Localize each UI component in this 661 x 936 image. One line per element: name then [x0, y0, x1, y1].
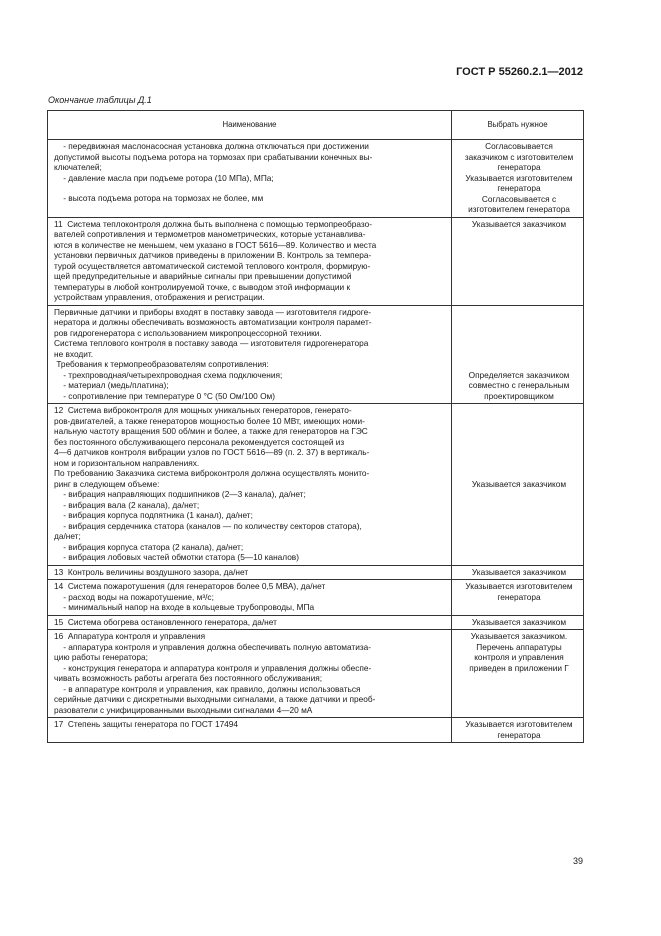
name-line: щей предупредительные и аварийные сигналы при превышении допустимой [54, 271, 352, 281]
name-line: разователи с унифицированными выходными сигналами 4—20 мА [54, 704, 313, 715]
name-cell [48, 718, 452, 743]
name-line: - конструкция генератора и аппаратура контроля и управления должны обеспе- [54, 662, 372, 673]
choice-line: Указывается заказчиком [471, 566, 567, 577]
name-line: Система теплового контроля в поставку завода — изготовителя гидрогенератора [54, 338, 369, 348]
name-line: ются в количестве не меньшем, чем указано в ГОСТ 5616—89. Количество и места [54, 239, 377, 250]
name-cell [48, 217, 452, 305]
table-row [48, 718, 584, 743]
choice-cell [452, 404, 584, 566]
name-line: серийные датчики с дискретными выходными сигналами, а также датчики и преоб- [54, 694, 376, 704]
choice-line: Указывается заказчиком [471, 478, 567, 489]
name-line: - вибрация лобовых частей обмотки статора (5—10 каналов) [54, 552, 299, 562]
name-line: 12 Система виброконтроля для мощных уникальных генераторов, генерато- [54, 405, 352, 415]
name-line: - сопротивление при температуре 0 °С (50 Ом/100 Ом) [54, 390, 276, 401]
name-line: 13 Контроль величины воздушного зазора, да/нет [54, 566, 249, 577]
choice-line: контроля и управления [474, 652, 564, 662]
choice-line: приведен в приложении Г [469, 662, 569, 673]
table-row [48, 630, 584, 718]
name-line: - аппаратура контроля и управления должна обеспечивать полную автоматиза- [54, 641, 372, 652]
name-cell [48, 140, 452, 218]
name-cell [48, 615, 452, 630]
column-header-choice: Выбрать нужное [452, 111, 584, 140]
name-line: - вибрация корпуса подпятника (1 канал), да/нет; [54, 510, 253, 520]
choice-line: Указывается изготовителем [465, 581, 573, 591]
choice-cell [452, 718, 584, 743]
requirements-table [47, 110, 584, 743]
choice-cell [452, 140, 584, 218]
name-line: Требования к термопреобразователям сопротивления: [54, 359, 269, 369]
table-row [48, 615, 584, 630]
column-header-name: Наименование [48, 111, 452, 140]
name-cell [48, 580, 452, 616]
standard-designation: ГОСТ Р 55260.2.1—2012 [456, 66, 583, 78]
choice-line: Перечень аппаратуры [476, 641, 562, 652]
name-line: - вибрация сердечника статора (каналов — по количеству секторов статора), [54, 520, 362, 531]
name-line: - материал (медь/платина); [54, 380, 169, 390]
choice-line: Указывается заказчиком [471, 218, 567, 229]
table-row [48, 305, 584, 404]
table-header-row [48, 111, 584, 140]
choice-line: генератора [497, 591, 541, 602]
page-number: 39 [572, 856, 583, 866]
name-line: без постоянного обслуживающего персонала рекомендуется состоящей из [54, 436, 345, 447]
choice-line: генератора [497, 183, 541, 193]
name-line: 11 Система теплоконтроля должна быть выполнена с помощью термопреобразо- [54, 218, 372, 229]
name-line: 15 Система обогрева остановленного генератора, да/нет [54, 616, 277, 627]
choice-line: Согласовывается [485, 141, 553, 151]
choice-line: Указывается заказчиком [471, 616, 567, 627]
name-line: 4—6 датчиков контроля вибрации узлов по ГОСТ 5616—89 (п. 2. 37) в вертикаль- [54, 447, 370, 457]
name-line: - давление масла при подъеме ротора (10 МПа), МПа; [54, 172, 274, 183]
name-line: ринг в следующем объеме: [54, 478, 160, 489]
table-row [48, 217, 584, 305]
name-line: 16 Аппаратура контроля и управления [54, 631, 206, 641]
name-line: - вибрация направляющих подшипников (2—3 канала), да/нет; [54, 489, 306, 499]
table-row [48, 565, 584, 580]
name-cell [48, 404, 452, 566]
name-line [54, 183, 448, 193]
choice-line: Согласовывается с [481, 193, 557, 204]
choice-line: заказчиком с изготовителем [464, 151, 574, 162]
name-line: - вибрация корпуса статора (2 канала), да/нет; [54, 541, 244, 552]
name-line: 17 Степень защиты генератора по ГОСТ 17494 [54, 719, 239, 729]
choice-line: Определяется заказчиком [468, 369, 570, 380]
name-line: - трехпроводная/четырехпроводная схема подключения; [54, 369, 283, 380]
name-line: чивать возможность работы агрегата без постоянного обслуживания; [54, 673, 323, 683]
name-line: установки первичных датчиков приведены в приложении В. Контроль за темпера- [54, 250, 372, 260]
name-cell [48, 630, 452, 718]
choice-line: генератора [497, 162, 541, 172]
choice-cell [452, 305, 584, 404]
choice-cell [452, 615, 584, 630]
name-cell [48, 305, 452, 404]
name-line: - вибрация вала (2 канала), да/нет; [54, 499, 200, 510]
choice-line: Указывается заказчиком. [470, 631, 568, 641]
name-line: ном и горизонтальном направлениях. [54, 457, 200, 468]
name-line: цию работы генератора; [54, 652, 148, 662]
name-line: нератора и должны обеспечивать возможность автоматизации контроля парамет- [54, 317, 372, 327]
name-line: не входит. [54, 348, 94, 359]
name-line: турой осуществляется автоматической системой теплового контроля, формирую- [54, 260, 371, 271]
name-line: 14 Система пожаротушения (для генераторов более 0,5 МВА), да/нет [54, 581, 326, 591]
choice-cell [452, 565, 584, 580]
name-line: По требованию Заказчика система виброконтроля должна осуществлять монито- [54, 468, 370, 478]
name-line: Первичные датчики и приборы входят в поставку завода — изготовителя гидроге- [54, 306, 372, 317]
name-line: допустимой высоты подъема ротора на тормозах при срабатывании конечных вы- [54, 151, 373, 162]
name-line: - высота подъема ротора на тормозах не более, мм [54, 193, 264, 203]
choice-line: Указывается изготовителем [465, 719, 573, 729]
name-line: температуры в любой контролируемой точке, с выводом этой информации к [54, 281, 351, 292]
name-line: вателей сопротивления и термометров манометрических, которые устанавлива- [54, 229, 366, 239]
name-line: устройствам управления, отображения и регистрации. [54, 292, 265, 302]
choice-cell [452, 217, 584, 305]
choice-line: совместно с генеральным [468, 380, 570, 390]
table-row [48, 580, 584, 616]
name-line: - передвижная маслонасосная установка должна отключаться при достижении [54, 141, 369, 151]
name-line: да/нет; [54, 531, 81, 541]
table-row [48, 404, 584, 566]
name-line: - в аппаратуре контроля и управления, как правило, должны использоваться [54, 683, 361, 694]
choice-line: генератора [497, 729, 541, 740]
name-line: ров гидрогенератора с использованием микропроцессорной техники. [54, 327, 322, 338]
choice-line: Указывается изготовителем [465, 172, 573, 183]
choice-line: проектировщиком [484, 390, 554, 401]
table-caption: Окончание таблицы Д.1 [48, 95, 152, 105]
choice-cell [452, 630, 584, 718]
name-line: ключателей; [54, 162, 102, 172]
name-cell [48, 565, 452, 580]
choice-line: изготовителем генератора [468, 204, 570, 214]
name-line: ров-двигателей, а также генераторов мощностью более 10 МВт, имеющих номи- [54, 415, 365, 426]
name-line: - расход воды на пожаротушение, м³/с; [54, 591, 214, 602]
name-line: - минимальный напор на входе в кольцевые трубопроводы, МПа [54, 602, 315, 612]
name-line: нальную частоту вращения 500 об/мин и более, а также для генераторов на ГЭС [54, 426, 368, 436]
choice-cell [452, 580, 584, 616]
table-row [48, 140, 584, 218]
